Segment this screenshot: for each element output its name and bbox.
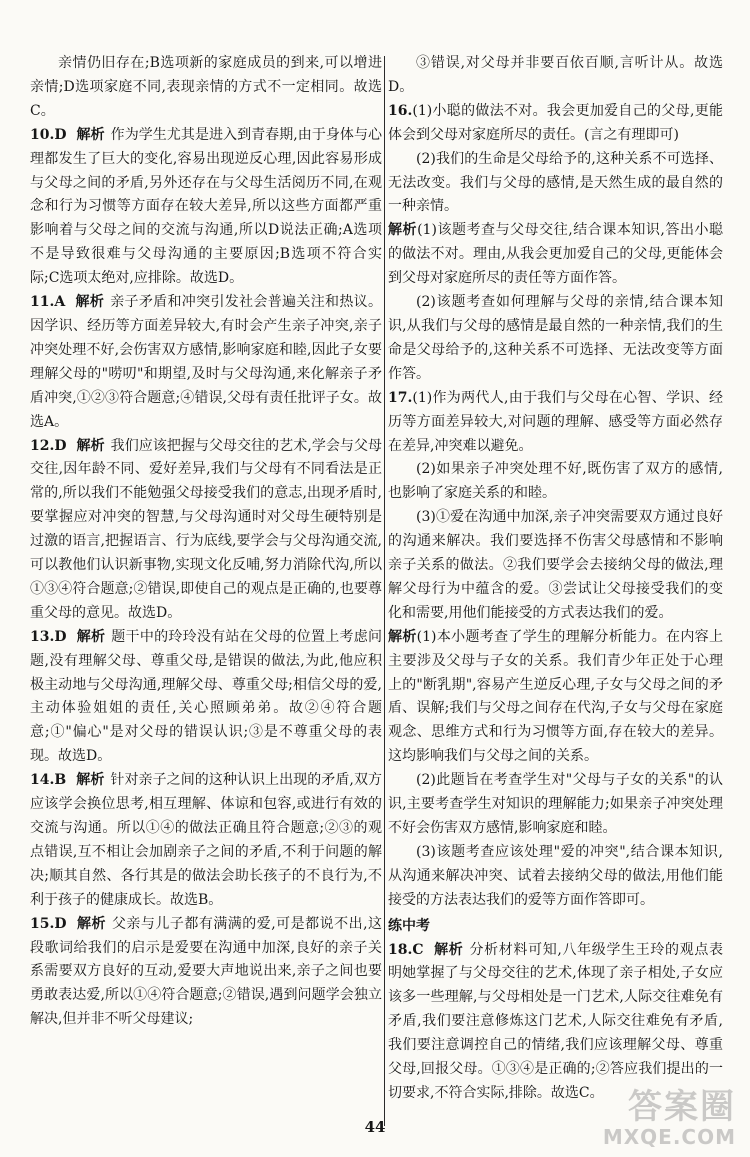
answer-text: 父亲与儿子都有满满的爱,可是都说不出,这段歌词给我们的启示是爱要在沟通中加深,良好的亲子关系需要双方良好的互动,爱要大声地说出来,亲子之间也要勇敢表达爱,所以①④符合题意;②错误,遇到问题学会独立解决,但并非不听父母建议; [30, 915, 383, 1028]
analysis-part-1: (1)本小题考查了学生的理解分析能力。在内容上主要涉及父母与子女的关系。我们青少年正处于心理上的"断乳期",容易产生逆反心理,子女与父母之间的矛盾、误解;我们与父母之间存在代沟,子女与父母在家庭观念、思维方式和行为习惯等方面,存在较大的差异。这均影响我们与父母之间的关系。 [388, 628, 723, 765]
answer-text: 针对亲子之间的这种认识上出现的矛盾,双方应该学会换位思考,相互理解、体谅和包容,或进行有效的交流与沟通。所以①④的做法正确且符合题意;②③的观点错误,互不相让会加剧亲子之间的矛盾,不利于问题的解决;顺其自然、各行其是的做法会助长孩子的不良行为,不利于孩子的健康成长。故选B。 [30, 772, 383, 908]
answer-text: 我们应该把握与父母交往的艺术,学会与父母交往,因年龄不同、爱好差异,我们与父母有不同看法是正常的,所以我们不能勉强父母接受我们的意志,出现矛盾时,要掌握应对冲突的智慧,与父母沟通时对父母生硬特别是过激的语言,把握语言、行为底线,要学会与父母沟通交流,可以教他们认识新事物,实现文化反哺,努力消除代沟,所以①③④符合题意;②错误,即使自己的观点是正确的,也要尊重父母的意见。故选D。 [30, 437, 383, 621]
answer-number: 14.B [30, 772, 67, 789]
answer-number: 13.D [30, 628, 67, 645]
answer-13 [30, 626, 382, 769]
analysis-label: 解析 [76, 915, 106, 932]
analysis-part-3: (3)该题考查应该处理"爱的冲突",结合课本知识,从沟通来解决冲突、试着去接纳父母的做法,用他们能接受的方法表达我们的爱等方面作答即可。 [388, 843, 723, 908]
answer-14 [30, 769, 382, 912]
answer-text: 亲子矛盾和冲突引发社会普遍关注和热议。因学识、经历等方面差异较大,有时会产生亲子冲突,亲子冲突处理不好,会伤害双方感情,影响家庭和睦,因此子女要理解父母的"唠叨"和期望,及时与父母沟通,来化解亲子矛盾冲突,①②③符合题意;④错误,父母有责任批评子女。故选A。 [30, 294, 382, 430]
answer-number: 16. [388, 102, 413, 119]
answer-17 [388, 387, 723, 913]
analysis-label: 解析 [433, 941, 464, 958]
watermark-title: 答案圈 [628, 1087, 736, 1127]
watermark-logo [592, 1079, 742, 1151]
right-column [388, 52, 723, 1106]
answer-number: 12.D [30, 437, 67, 454]
answer-11 [30, 291, 382, 434]
answer-number: 10.D [30, 126, 67, 143]
answer-text: 分析材料可知,八年级学生王玲的观点表明她掌握了与父母交往的艺术,体现了亲子相处,子女应该多一些理解,与父母相处是一门艺术,人际交往难免有矛盾,我们要注意修炼这门艺术,人际交往难免有矛盾,我们要注意调控自己的情绪,我们应该理解父母、尊重父母,回报父母。①③④是正确的;②答应我们提出的一切要求,不符合实际,排除。故选C。 [388, 941, 724, 1101]
answer-text: 题干中的玲玲没有站在父母的位置上考虑问题,没有理解父母、尊重父母,是错误的做法,为此,他应积极主动地与父母沟通,理解父母、尊重父母;相信父母的爱,主动体验姐姐的责任,关心照顾弟弟。故②④符合题意;①"偏心"是对父母的错误认识;③是不尊重父母的表现。故选D。 [30, 628, 383, 765]
analysis-label: 解析 [76, 772, 105, 789]
answer-number: 17. [388, 389, 413, 406]
continued-text: 亲情仍旧存在;B选项新的家庭成员的到来,可以增进亲情;D选项家庭不同,表现亲情的方式不一定相同。故选C。 [30, 55, 382, 119]
answer-16 [388, 100, 723, 387]
column-divider [384, 56, 385, 1126]
answer-number: 18.C [388, 941, 424, 958]
answer-10 [30, 124, 382, 291]
left-column [30, 52, 382, 1032]
analysis-label: 解析 [76, 437, 105, 454]
answer-12 [30, 435, 382, 626]
answer-part-1: (1)小聪的做法不对。我会更加爱自己的父母,更能体会到父母对家庭所尽的责任。(言之有理即可) [388, 102, 723, 143]
answer-text: 作为学生尤其是进入到青春期,由于身体与心理都发生了巨大的变化,容易出现逆反心理,因此容易形成与父母之间的矛盾,另外还存在与父母生活阅历不同,在观念和行为习惯等方面存在较大差异,所以这些方面都严重影响着与父母之间的交流与沟通,所以D说法正确;A选项不是导致很难与父母沟通的主要原因;B选项不符合实际;C选项太绝对,应排除。故选D。 [30, 126, 383, 287]
answer-part-2: (2)如果亲子冲突处理不好,既伤害了双方的感情,也影响了家庭关系的和睦。 [388, 461, 723, 502]
analysis-label: 解析 [388, 222, 418, 239]
page-number: 44 [364, 1118, 386, 1136]
analysis-part-2: (2)该题考查如何理解与父母的亲情,结合课本知识,从我们与父母的感情是最自然的一种亲情,我们的生命是父母给予的,这种关系不可选择、无法改变等方面作答。 [388, 294, 723, 382]
answer-part-2: (2)我们的生命是父母给予的,这种关系不可选择、无法改变。我们与父母的感情,是天然生成的最自然的一种亲情。 [388, 150, 723, 215]
analysis-label: 解析 [75, 294, 105, 311]
section-heading: 练中考 [388, 917, 430, 934]
analysis-label: 解析 [388, 628, 417, 645]
watermark-url: MXQE.COM [602, 1125, 736, 1149]
analysis-label: 解析 [76, 126, 105, 143]
analysis-part-2: (2)此题旨在考查学生对"父母与子女的关系"的认识,主要考查学生对知识的理解能力;如果亲子冲突处理不好会伤害双方感情,影响家庭和睦。 [388, 772, 723, 836]
answer-part-1: (1)作为两代人,由于我们与父母在心智、学识、经历等方面差异较大,对问题的理解、感受等方面必然存在差异,冲突难以避免。 [388, 389, 723, 454]
continued-text: ③错误,对父母并非要百依百顺,言听计从。故选D。 [388, 55, 723, 95]
analysis-label: 解析 [76, 628, 106, 645]
answer-number: 15.D [30, 915, 67, 932]
answer-part-3: (3)①爱在沟通中加深,亲子冲突需要双方通过良好的沟通来解决。我们要选择不伤害父母感情和不影响亲子关系的做法。②我们要学会去接纳父母的做法,理解父母行为中蕴含的爱。③尝试让父母接受我们的变化和需要,用他们能接受的方式表达我们的爱。 [388, 509, 723, 621]
answer-15 [30, 913, 382, 1033]
analysis-part-1: (1)该题考查与父母交往,结合课本知识,答出小聪的做法不对。理由,从我会更加爱自己的父母,更能体会到父母对家庭所尽的责任等方面作答。 [388, 222, 724, 287]
answer-number: 11.A [30, 294, 66, 311]
